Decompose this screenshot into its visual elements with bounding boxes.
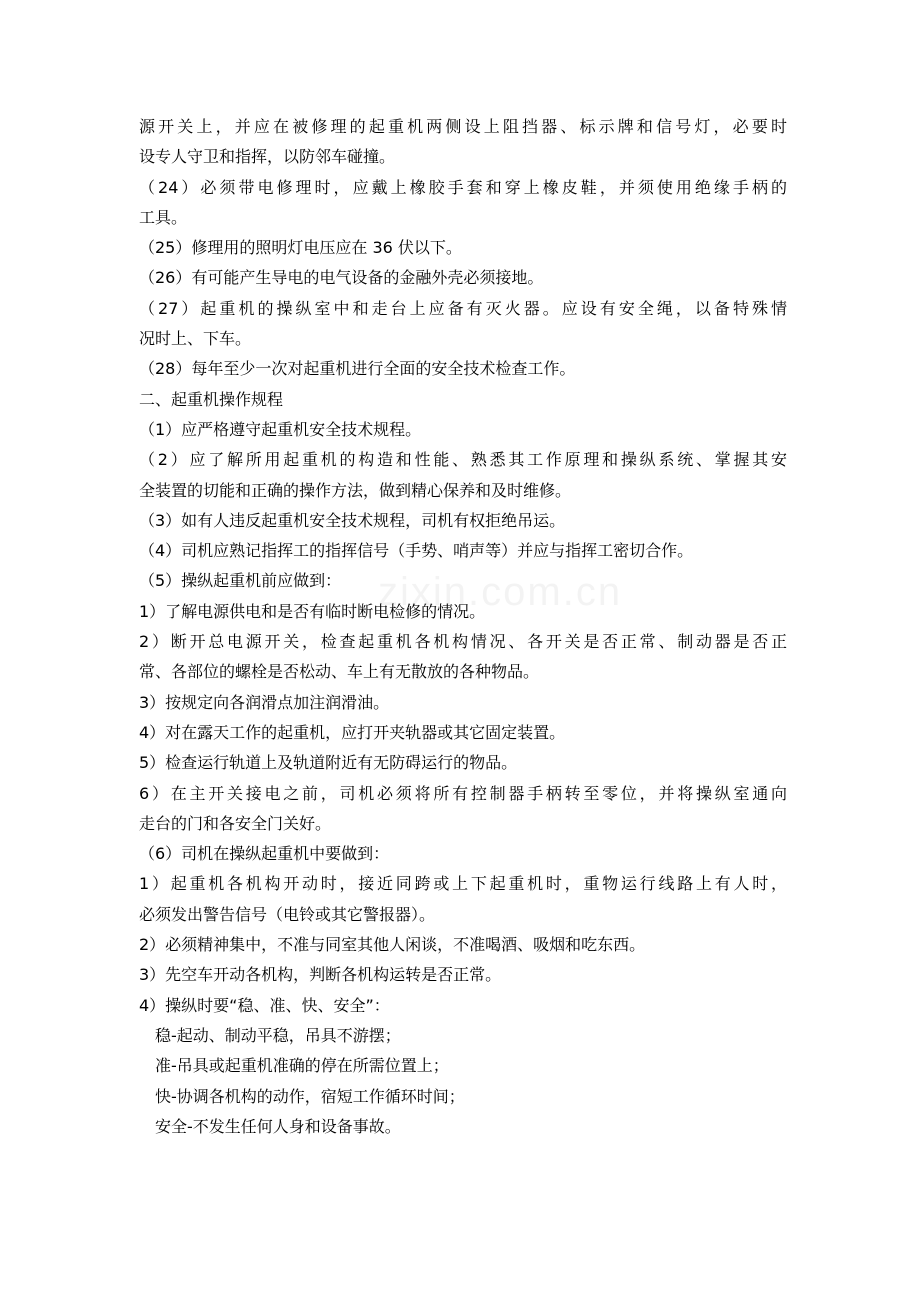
text-line: （1）应严格遵守起重机安全技术规程。 bbox=[139, 419, 422, 439]
section-heading: 二、起重机操作规程 bbox=[139, 389, 284, 409]
text-line: 3）按规定向各润滑点加注润滑油。 bbox=[139, 692, 390, 712]
text-line: 源开关上，并应在被修理的起重机两侧设上阻挡器、标示牌和信号灯，必要时 bbox=[139, 117, 787, 136]
text-line: 全装置的切能和正确的操作方法，做到精心保养和及时维修。 bbox=[139, 480, 572, 500]
text-line: 3）先空车开动各机构，判断各机构运转是否正常。 bbox=[139, 965, 502, 985]
text-line: （27）起重机的操纵室中和走台上应备有灭火器。应设有安全绳，以备特殊情 bbox=[139, 298, 787, 318]
document-body bbox=[139, 112, 787, 1142]
text-line: 安全-不发生任何人身和设备事故。 bbox=[155, 1116, 401, 1136]
text-line: （6）司机在操纵起重机中要做到： bbox=[139, 844, 390, 864]
text-line: 准-吊具或起重机准确的停在所需位置上； bbox=[155, 1056, 449, 1076]
text-line: 1）起重机各机构开动时，接近同跨或上下起重机时，重物运行线路上有人时， bbox=[139, 874, 787, 894]
text-line: 2）必须精神集中，不准与同室其他人闲谈，不准喝酒、吸烟和吃东西。 bbox=[139, 935, 646, 955]
text-line: 设专人守卫和指挥，以防邻车碰撞。 bbox=[139, 147, 396, 167]
text-line: 走台的门和各安全门关好。 bbox=[139, 813, 332, 833]
text-line: （25）修理用的照明灯电压应在 36 伏以下。 bbox=[139, 238, 462, 258]
text-line: 况时上、下车。 bbox=[139, 329, 252, 349]
text-line: 快-协调各机构的动作，宿短工作循环时间； bbox=[155, 1086, 465, 1106]
text-line: 必须发出警告信号（电铃或其它警报器）。 bbox=[139, 904, 436, 924]
text-line: 稳-起动、制动平稳，吊具不游摆； bbox=[155, 1025, 401, 1045]
text-line: 工具。 bbox=[139, 207, 188, 227]
text-line: 4）操纵时要“稳、准、快、安全”： bbox=[139, 995, 390, 1015]
text-line: 2）断开总电源开关，检查起重机各机构情况、各开关是否正常、制动器是否正 bbox=[139, 632, 787, 652]
text-line: （2）应了解所用起重机的构造和性能、熟悉其工作原理和操纵系统、掌握其安 bbox=[139, 450, 787, 470]
text-line: （3）如有人违反起重机安全技术规程，司机有权拒绝吊运。 bbox=[139, 510, 566, 530]
text-line: 4）对在露天工作的起重机，应打开夹轨器或其它固定装置。 bbox=[139, 722, 566, 742]
text-line: 常、各部位的螺栓是否松动、车上有无散放的各种物品。 bbox=[139, 662, 540, 682]
text-line: （26）有可能产生导电的电气设备的金融外壳必须接地。 bbox=[139, 268, 544, 288]
text-line: （4）司机应熟记指挥工的指挥信号（手势、哨声等）并应与指挥工密切合作。 bbox=[139, 541, 694, 561]
text-line: （24）必须带电修理时，应戴上橡胶手套和穿上橡皮鞋，并须使用绝缘手柄的 bbox=[139, 177, 787, 197]
text-line: 1）了解电源供电和是否有临时断电检修的情况。 bbox=[139, 601, 486, 621]
text-line: （5）操纵起重机前应做到： bbox=[139, 571, 342, 591]
text-line: 5）检查运行轨道上及轨道附近有无防碍运行的物品。 bbox=[139, 753, 518, 773]
text-line: 6）在主开关接电之前，司机必须将所有控制器手柄转至零位，并将操纵室通向 bbox=[139, 783, 787, 803]
text-line: （28）每年至少一次对起重机进行全面的安全技术检查工作。 bbox=[139, 359, 576, 379]
